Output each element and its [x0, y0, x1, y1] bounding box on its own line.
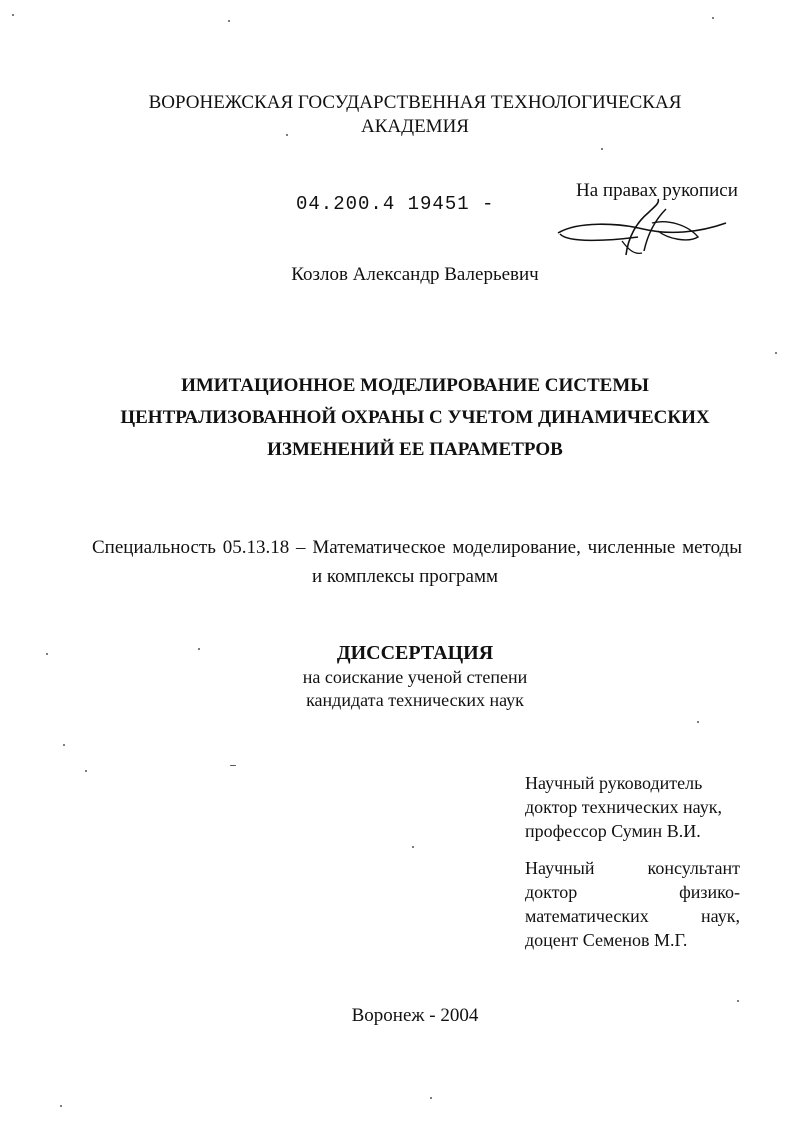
advisor-role: Научный руководитель: [525, 773, 703, 793]
scan-speck: [63, 744, 65, 746]
specialty-line-1: Специальность 05.13.18 – Математическое моделирование, численные методы: [92, 537, 742, 558]
scan-speck: [228, 20, 230, 22]
author-name: Козлов Александр Валерьевич: [291, 264, 539, 285]
scan-speck: [712, 17, 714, 19]
scan-speck: [430, 1097, 432, 1099]
registry-stamp: 04.200.4 19451 -: [296, 193, 495, 215]
degree-line-2: кандидата технических наук: [306, 690, 524, 710]
signature-image: [548, 193, 728, 263]
degree-line-1: на соискание ученой степени: [302, 667, 528, 687]
title-line-2: ЦЕНТРАЛИЗОВАННОЙ ОХРАНЫ С УЧЕТОМ ДИНАМИЧЕСКИХ: [120, 407, 710, 428]
city-year: Воронеж - 2004: [351, 1005, 479, 1026]
scan-speck: [230, 765, 236, 766]
consultant-degree-line-2: математических наук,: [525, 906, 740, 926]
scan-speck: [775, 352, 777, 354]
consultant-role: Научный консультант: [525, 858, 740, 878]
manuscript-rights-label: На правах рукописи: [576, 180, 738, 201]
consultant-degree-line-1: доктор физико-: [525, 882, 740, 902]
scan-speck: [601, 148, 603, 150]
dissertation-heading: ДИССЕРТАЦИЯ: [336, 642, 494, 664]
scan-speck: [737, 1000, 739, 1002]
specialty-line-2: и комплексы программ: [311, 566, 499, 587]
scan-speck: [412, 846, 414, 848]
scientific-consultant-block: [525, 856, 740, 952]
institution-line-2: АКАДЕМИЯ: [361, 116, 469, 137]
scan-speck: [85, 770, 87, 772]
scan-speck: [46, 653, 48, 655]
title-line-1: ИМИТАЦИОННОЕ МОДЕЛИРОВАНИЕ СИСТЕМЫ: [181, 375, 649, 396]
scan-speck: [697, 721, 699, 723]
scan-speck: [198, 648, 200, 650]
title-line-3: ИЗМЕНЕНИЙ ЕЕ ПАРАМЕТРОВ: [267, 439, 563, 460]
institution-name: [0, 91, 797, 139]
scan-speck: [60, 1105, 62, 1107]
advisor-degree: доктор технических наук,: [525, 797, 722, 817]
scan-speck: [12, 14, 14, 16]
consultant-name: доцент Семенов М.Г.: [525, 930, 688, 950]
advisor-name: профессор Сумин В.И.: [525, 821, 701, 841]
institution-line-1: ВОРОНЕЖСКАЯ ГОСУДАРСТВЕННАЯ ТЕХНОЛОГИЧЕСКАЯ: [148, 92, 682, 113]
scientific-advisor-block: [525, 771, 722, 843]
dissertation-title: [0, 370, 797, 466]
scan-speck: [286, 134, 288, 136]
